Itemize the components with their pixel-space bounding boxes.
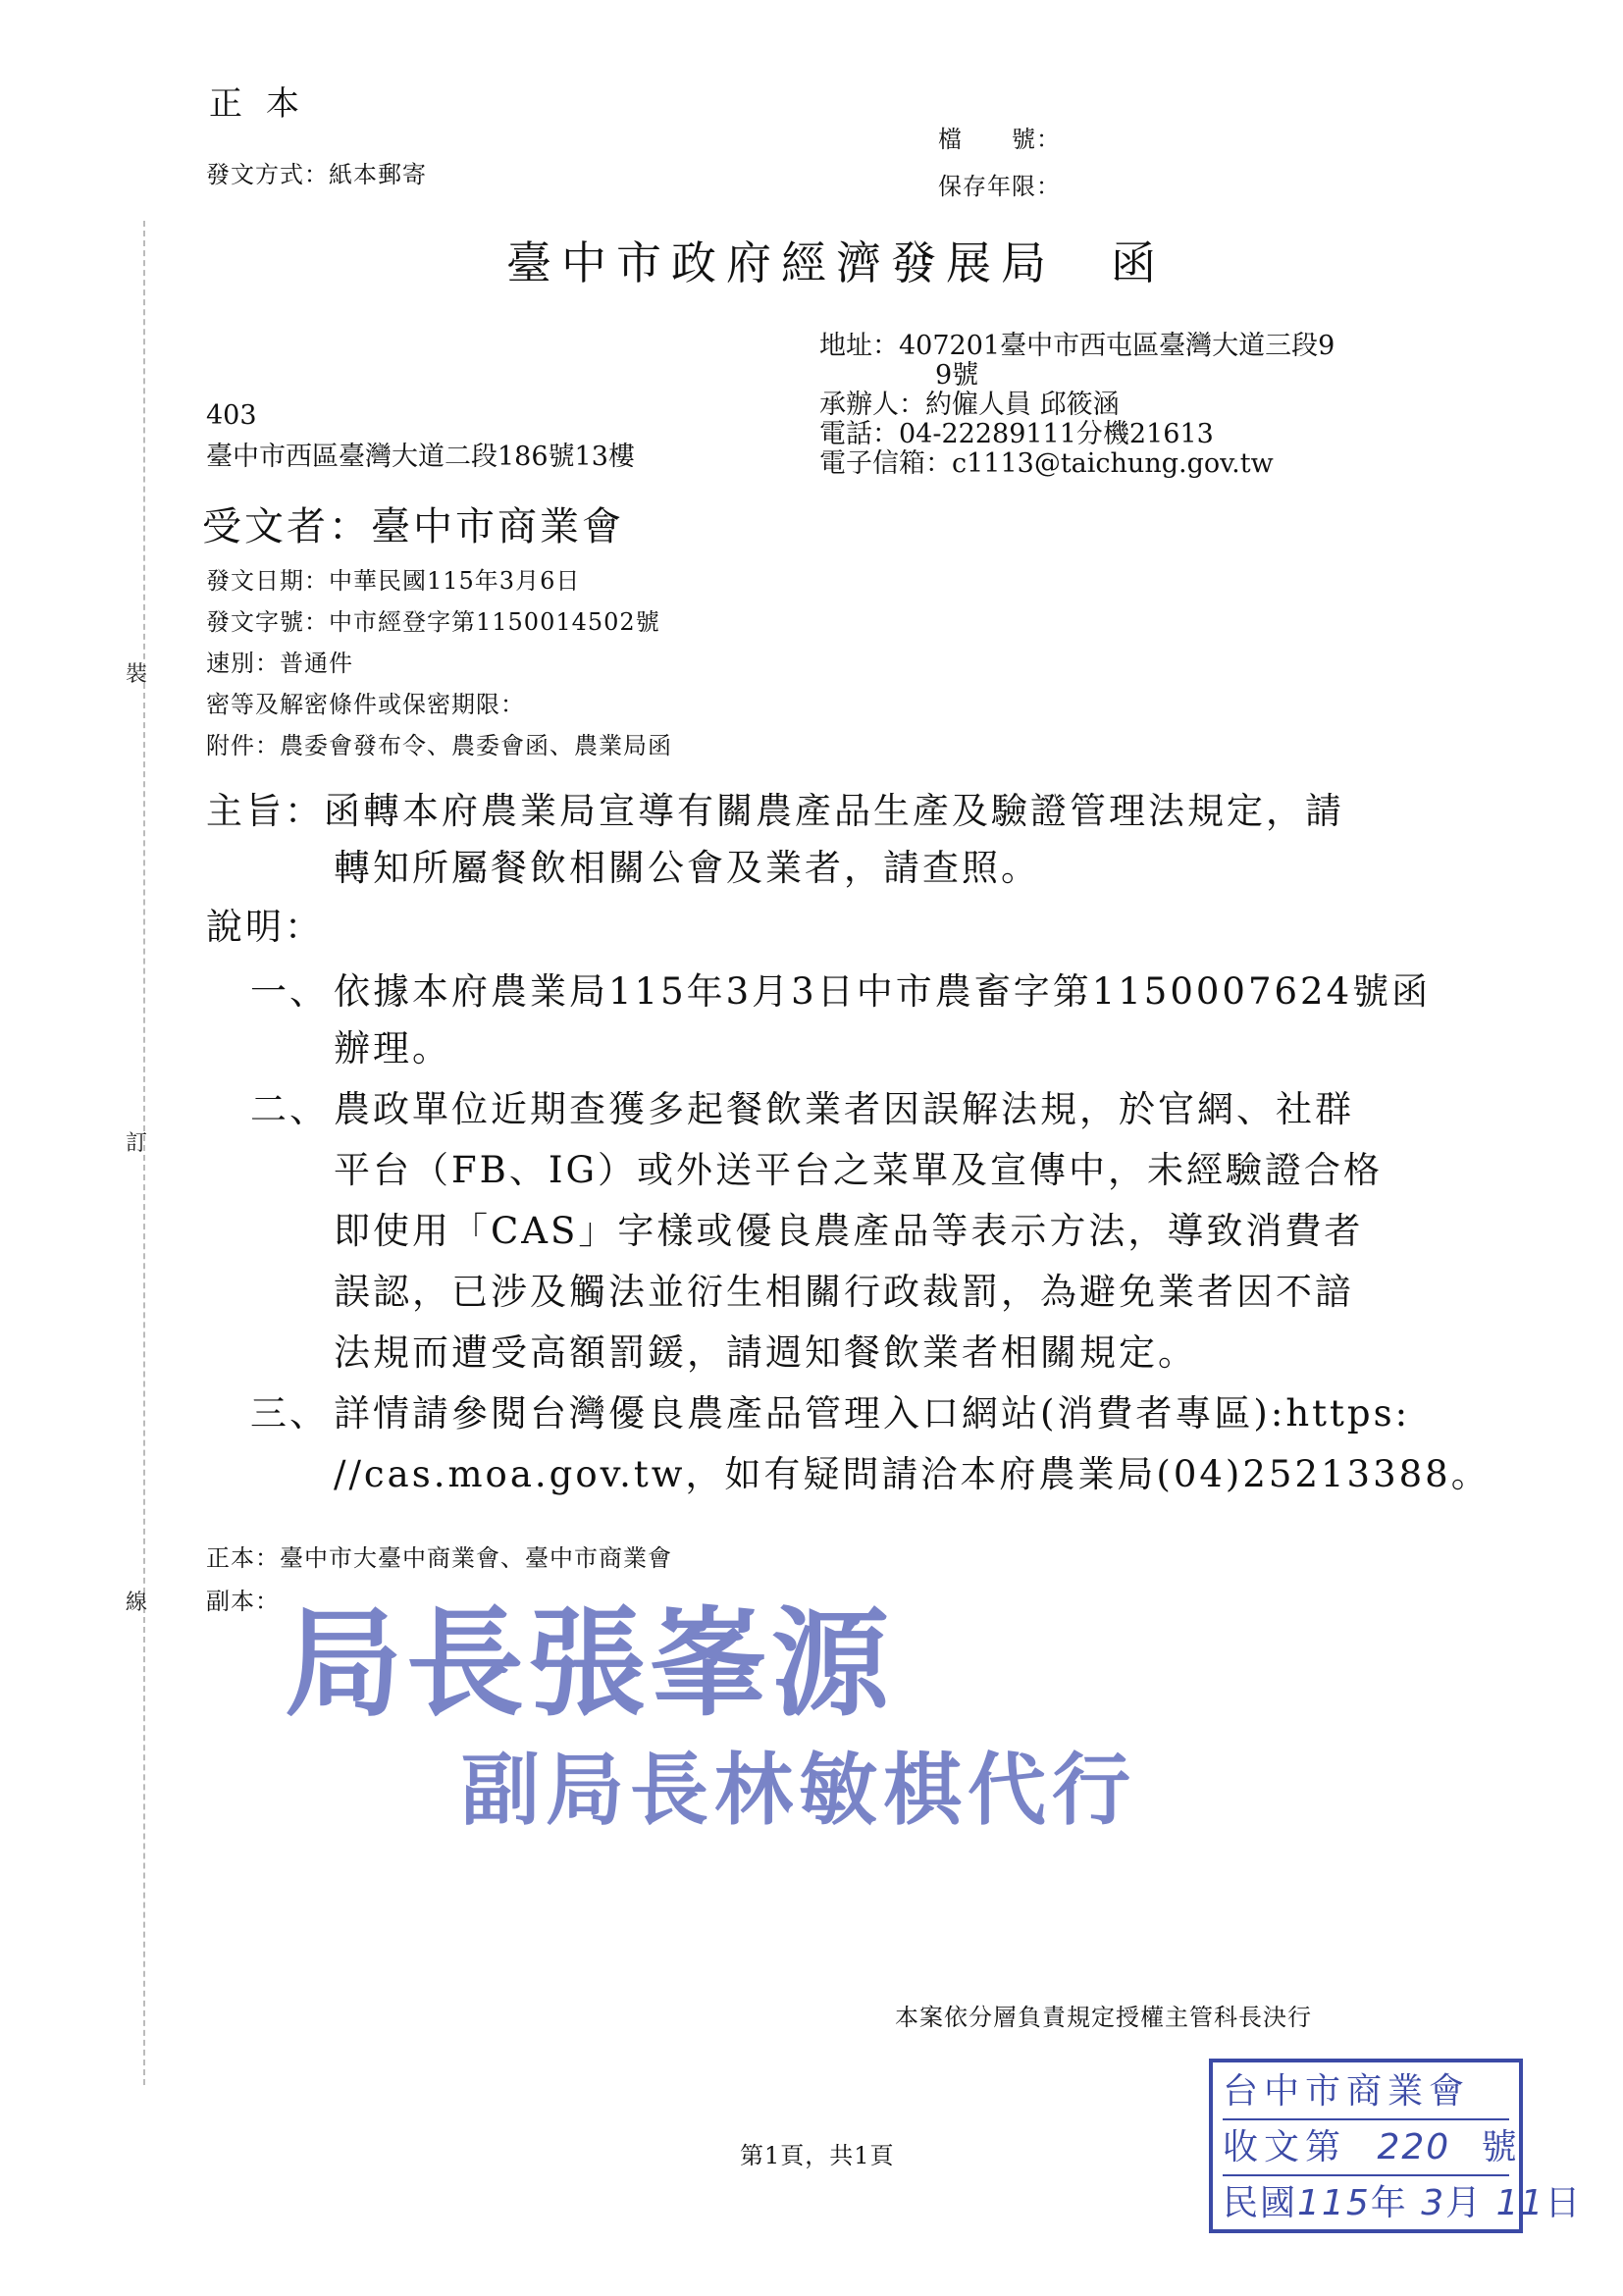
receipt-date-prefix: 民國 bbox=[1223, 2183, 1298, 2223]
item2-line3: 即使用「CAS」字樣或優良農產品等表示方法，導致消費者 bbox=[334, 1210, 1364, 1252]
sender-address-line1: 地址：407201臺中市西屯區臺灣大道三段9 bbox=[819, 331, 1335, 361]
recipient-address: 臺中市西區臺灣大道二段186號13樓 bbox=[206, 442, 635, 472]
item3-marker: 三、 bbox=[250, 1392, 329, 1435]
issue-date: 發文日期：中華民國115年3月6日 bbox=[206, 567, 581, 595]
recipient-postal-code: 403 bbox=[206, 400, 257, 431]
sender-phone: 電話：04-22289111分機21613 bbox=[819, 419, 1214, 449]
item3-line2: //cas.moa.gov.tw，如有疑問請洽本府農業局(04)25213388。 bbox=[334, 1453, 1491, 1495]
copy-mark: 正本 bbox=[209, 84, 323, 124]
binding-mark-ding: 訂 bbox=[126, 1131, 148, 1156]
recipient: 受文者：臺中市商業會 bbox=[202, 504, 624, 549]
file-number-label: 檔 號： bbox=[938, 126, 1061, 153]
receipt-suffix: 號 bbox=[1481, 2127, 1523, 2167]
retention-label: 保存年限： bbox=[938, 173, 1061, 200]
page-number: 第1頁，共1頁 bbox=[740, 2142, 895, 2169]
receipt-year: 115 bbox=[1297, 2183, 1371, 2223]
attachments: 附件：農委會發布令、農委會函、農業局函 bbox=[206, 732, 672, 759]
receipt-day: 11 bbox=[1495, 2183, 1545, 2223]
receipt-prefix: 收文第 bbox=[1223, 2127, 1347, 2167]
item1-line2: 辦理。 bbox=[334, 1027, 451, 1070]
explanation-heading: 說明： bbox=[206, 906, 324, 948]
receipt-date-row bbox=[1223, 2176, 1583, 2230]
item2-line5: 法規而遭受高額罰鍰，請週知餐飲業者相關規定。 bbox=[334, 1331, 1197, 1374]
secrecy: 密等及解密條件或保密期限： bbox=[206, 691, 525, 718]
item2-marker: 二、 bbox=[250, 1088, 329, 1130]
sender-address-line2: 9號 bbox=[935, 360, 979, 391]
receipt-month: 3 bbox=[1421, 2183, 1446, 2223]
subject-line1: 主旨：函轉本府農業局宣導有關農產品生產及驗證管理法規定，請 bbox=[206, 790, 1344, 832]
binding-mark-zhuang: 裝 bbox=[126, 662, 148, 687]
item1-marker: 一、 bbox=[250, 970, 329, 1013]
receipt-number: 220 bbox=[1377, 2127, 1451, 2167]
item1-line1: 依據本府農業局115年3月3日中市農畜字第1150007624號函 bbox=[334, 970, 1432, 1013]
seal-line1: 局長張峯源 bbox=[285, 1594, 893, 1733]
item2-line1: 農政單位近期查獲多起餐飲業者因誤解法規，於官網、社群 bbox=[334, 1088, 1354, 1130]
distribution-copy: 副本： bbox=[206, 1588, 280, 1615]
distribution-original: 正本：臺中市大臺中商業會、臺中市商業會 bbox=[206, 1544, 672, 1572]
speed: 速別：普通件 bbox=[206, 650, 353, 677]
item3-line1: 詳情請參閱台灣優良農產品管理入口網站(消費者專區):https: bbox=[334, 1392, 1411, 1435]
receipt-stamp bbox=[1209, 2059, 1583, 2233]
authorization-note: 本案依分層負責規定授權主管科長決行 bbox=[895, 2004, 1312, 2031]
receipt-org: 台中市商業會 bbox=[1223, 2064, 1509, 2120]
document-title: 臺中市政府經濟發展局 函 bbox=[506, 236, 1166, 289]
subject-line2: 轉知所屬餐飲相關公會及業者，請查照。 bbox=[334, 847, 1040, 889]
delivery-method: 發文方式：紙本郵寄 bbox=[206, 161, 427, 188]
seal-line2: 副局長林敏棋代行 bbox=[461, 1744, 1136, 1836]
item2-line4: 誤認，已涉及觸法並衍生相關行政裁罰，為避免業者因不諳 bbox=[334, 1271, 1354, 1313]
director-signature-stamp bbox=[285, 1570, 1227, 1864]
receipt-year-suffix: 年 bbox=[1370, 2183, 1408, 2223]
receipt-day-suffix: 日 bbox=[1544, 2183, 1583, 2223]
receipt-number-row bbox=[1223, 2120, 1523, 2176]
item2-line2: 平台（FB、IG）或外送平台之菜單及宣傳中，未經驗證合格 bbox=[334, 1149, 1384, 1191]
sender-contact: 承辦人：約僱人員 邱筱涵 bbox=[819, 390, 1120, 420]
sender-email: 電子信箱：c1113@taichung.gov.tw bbox=[819, 448, 1274, 479]
receipt-month-suffix: 月 bbox=[1445, 2183, 1484, 2223]
binding-mark-xian: 線 bbox=[126, 1591, 148, 1615]
document-number: 發文字號：中市經登字第1150014502號 bbox=[206, 608, 660, 636]
